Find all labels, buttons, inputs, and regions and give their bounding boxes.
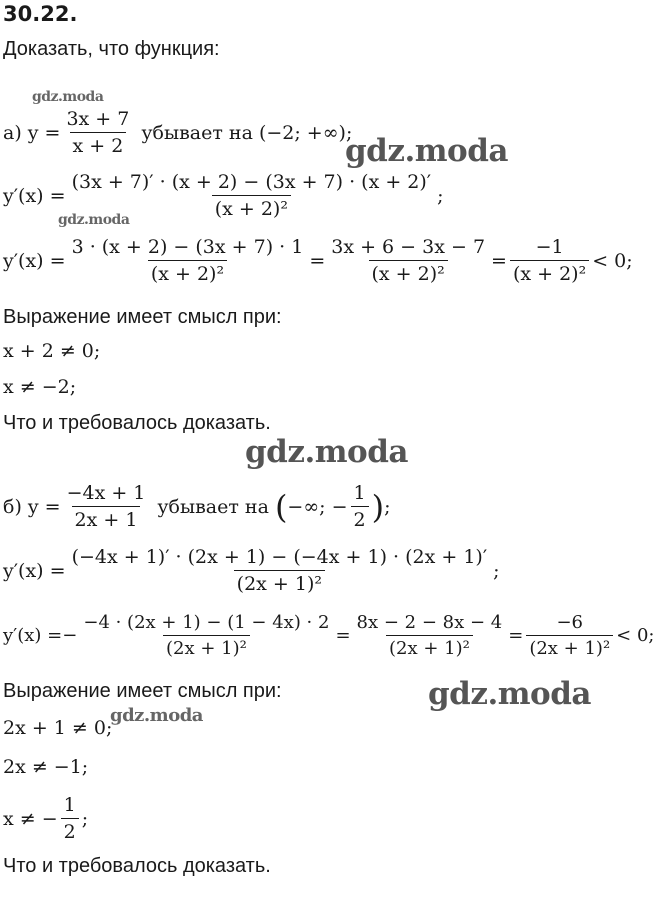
claim-text: убывает на (−2; +∞);: [141, 121, 353, 144]
intro-text: Доказать, что функция:: [3, 38, 220, 60]
fraction-denominator: x + 2: [70, 132, 127, 157]
watermark: gdz.moda: [110, 705, 203, 726]
fraction-denominator: (2x + 1)²: [526, 635, 613, 659]
inequality-end: < 0;: [616, 625, 655, 646]
part-a-domain-1: x + 2 ≠ 0;: [3, 340, 101, 362]
fraction-numerator: 1: [353, 482, 366, 504]
problem-number-dot: .: [69, 2, 78, 26]
equals-sign: =: [335, 625, 351, 646]
part-b-derivative-2: [3, 612, 655, 659]
semicolon: ;: [437, 184, 444, 207]
derivative-lhs: y′(x) =: [3, 625, 63, 646]
watermark: gdz.moda: [345, 133, 508, 169]
fraction-numerator: 8x − 2 − 8x − 4: [356, 612, 503, 633]
equals-sign: =: [508, 625, 524, 646]
fraction-numerator: (3x + 7)′ · (x + 2) − (3x + 7) · (x + 2)′: [71, 171, 432, 193]
derivative-fraction: [328, 236, 488, 285]
claim-text: убывает на: [157, 495, 269, 518]
inequality-end: < 0;: [592, 249, 633, 272]
fraction-numerator: 3x + 6 − 3x − 7: [331, 236, 486, 258]
domain-start: x ≠ −: [3, 807, 58, 830]
fraction-denominator: (x + 2)²: [369, 260, 448, 285]
part-a-domain-text: Выражение имеет смысл при:: [3, 306, 282, 328]
y-equals: y =: [27, 495, 61, 518]
interval-right-paren: ): [371, 487, 385, 526]
derivative-lhs: y′(x) =: [3, 249, 66, 272]
equals-sign: =: [309, 249, 326, 272]
fraction-denominator: (x + 2)²: [148, 260, 227, 285]
fraction-numerator: (−4x + 1)′ · (2x + 1) − (−4x + 1) · (2x + 1)′: [71, 546, 488, 568]
y-equals: y =: [27, 121, 61, 144]
problem-number: [3, 2, 77, 26]
minus-sign: −: [62, 625, 78, 646]
derivative-lhs: y′(x) =: [3, 184, 66, 207]
part-b-domain-1: 2x + 1 ≠ 0;: [3, 717, 113, 739]
semicolon: ;: [81, 807, 89, 830]
interval-left-paren: (: [274, 487, 288, 526]
part-b-domain-text: Выражение имеет смысл при:: [3, 680, 282, 702]
watermark: gdz.moda: [245, 434, 408, 470]
part-a-derivative-1: [3, 171, 444, 220]
fraction-numerator: 3 · (x + 2) − (3x + 7) · 1: [71, 236, 304, 258]
semicolon: ;: [493, 559, 500, 582]
part-b-domain-3: [3, 794, 88, 843]
part-a-qed: Что и требовалось доказать.: [3, 412, 271, 434]
semicolon: ;: [384, 495, 391, 518]
interval-fraction: [351, 482, 369, 531]
fraction-denominator: 2: [351, 506, 369, 531]
function-fraction: [63, 108, 132, 157]
fraction-denominator: (2x + 1)²: [234, 570, 325, 595]
derivative-fraction: [69, 546, 491, 595]
fraction-numerator: −4 · (2x + 1) − (1 − 4x) · 2: [83, 612, 330, 633]
equals-sign: =: [491, 249, 507, 272]
part-b-domain-2: 2x ≠ −1;: [3, 756, 89, 778]
function-fraction: [64, 482, 149, 531]
derivative-fraction: [526, 612, 613, 659]
watermark: gdz.moda: [32, 89, 104, 105]
derivative-fraction: [69, 236, 307, 285]
part-b-derivative-1: [3, 546, 500, 595]
watermark: gdz.moda: [58, 212, 130, 228]
derivative-fraction: [354, 612, 506, 659]
fraction-denominator: 2x + 1: [72, 506, 141, 531]
part-b-label: б): [3, 495, 22, 518]
fraction-denominator: (2x + 1)²: [163, 635, 250, 659]
problem-number-text: 30.22: [3, 2, 70, 26]
derivative-fraction: [80, 612, 332, 659]
part-a-label: а): [3, 121, 22, 144]
part-a-function: [3, 108, 352, 157]
part-a-derivative-2: [3, 236, 633, 285]
fraction-denominator: (2x + 1)²: [386, 635, 473, 659]
part-b-function: [3, 482, 391, 531]
fraction-numerator: 1: [63, 794, 76, 816]
fraction-numerator: −4x + 1: [66, 482, 146, 504]
watermark: gdz.moda: [428, 676, 591, 712]
part-a-domain-2: x ≠ −2;: [3, 376, 77, 398]
fraction-denominator: (x + 2)²: [510, 260, 589, 285]
interval-start: −∞; −: [287, 495, 348, 518]
derivative-lhs: y′(x) =: [3, 559, 66, 582]
fraction-numerator: 3x + 7: [66, 108, 130, 130]
part-b-qed: Что и требовалось доказать.: [3, 855, 271, 877]
derivative-fraction: [510, 236, 589, 285]
fraction-numerator: −1: [535, 236, 564, 258]
domain-fraction: [61, 794, 79, 843]
fraction-denominator: (x + 2)²: [212, 195, 291, 220]
fraction-denominator: 2: [61, 818, 79, 843]
derivative-fraction: [69, 171, 435, 220]
fraction-numerator: −6: [556, 612, 584, 633]
